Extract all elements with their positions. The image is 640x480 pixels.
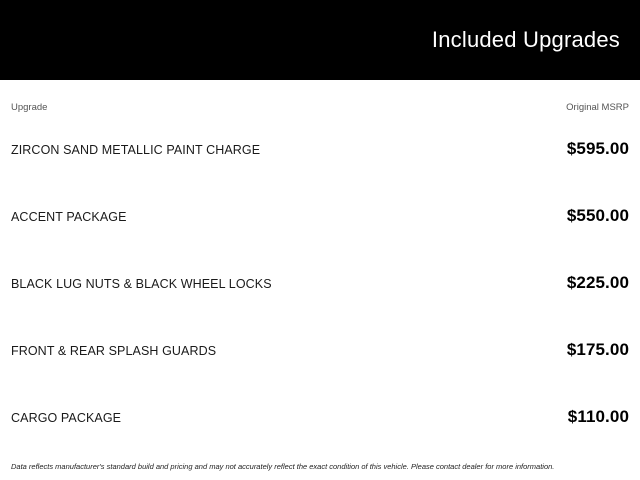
table-row [11,318,629,385]
upgrade-name: BLACK LUG NUTS & BLACK WHEEL LOCKS [11,277,272,291]
page-content [0,80,640,480]
table-row [11,184,629,251]
table-row [11,385,629,452]
upgrade-price: $110.00 [567,407,629,426]
upgrade-name: FRONT & REAR SPLASH GUARDS [11,344,217,358]
table-row [11,117,629,184]
upgrade-price: $550.00 [566,206,629,225]
table-row [11,251,629,318]
table-header-row [11,80,629,117]
upgrade-price: $175.00 [566,340,629,359]
upgrade-price: $225.00 [566,273,629,292]
page-header [0,0,640,80]
upgrade-name: ACCENT PACKAGE [11,210,127,224]
upgrade-price: $595.00 [566,139,629,158]
column-header-msrp: Original MSRP [566,102,629,113]
disclaimer-text: Data reflects manufacturer's standard build and pricing and may not accurately reflect the exact condition of this vehicle. Please contact dealer for more information. [11,462,555,471]
upgrade-name: ZIRCON SAND METALLIC PAINT CHARGE [11,143,261,157]
upgrade-name: CARGO PACKAGE [11,411,122,425]
column-header-upgrade: Upgrade [11,102,48,113]
upgrades-list [11,117,629,452]
page-title: Included Upgrades [431,27,620,52]
